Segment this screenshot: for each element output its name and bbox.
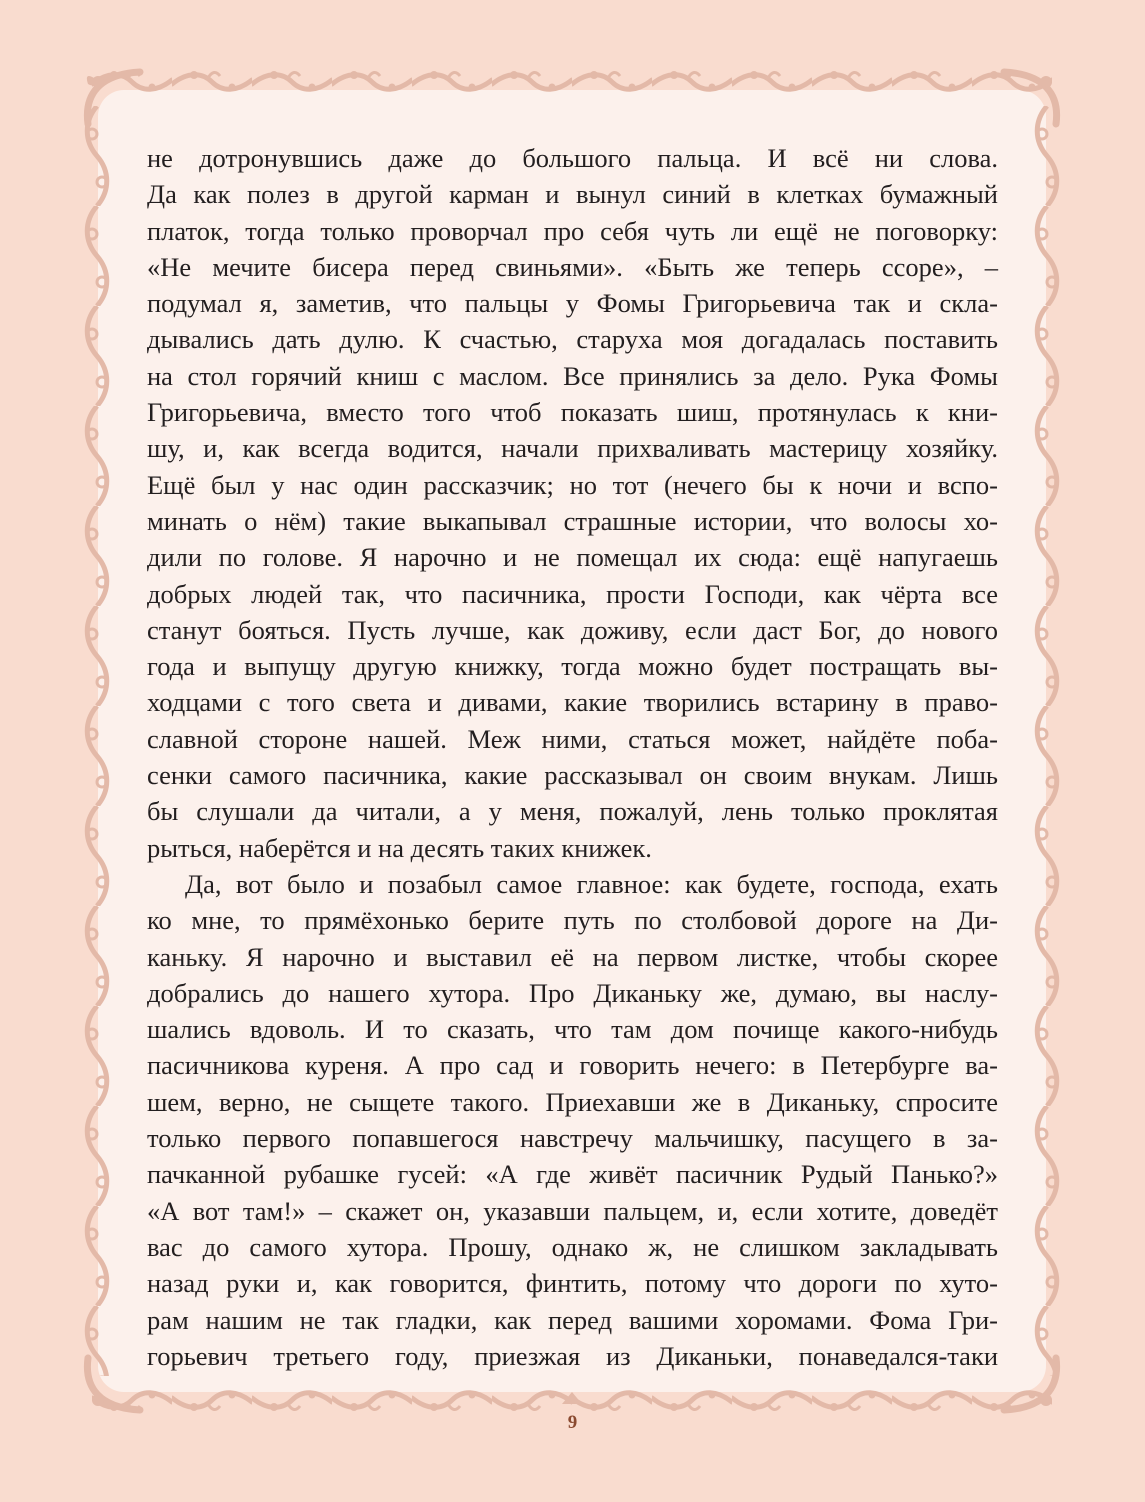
- text-line: шались вдоволь. И то сказать, что там дом почище какого-нибудь: [147, 1014, 998, 1045]
- text-line: платок, тогда только проворчал про себя чуть ли ещё не поговорку:: [147, 215, 998, 246]
- text-line: не дотронувшись даже до большого пальца. И всё ни слова.: [147, 143, 998, 173]
- text-line: только первого попавшегося навстречу мальчишку, пасущего в за-: [147, 1123, 998, 1154]
- text-line: назад руки и, как говорится, финтить, потому что дороги по хуто-: [147, 1268, 998, 1299]
- text-line: пачканной рубашке гусей: «А где живёт пасичник Рудый Панько?»: [147, 1159, 998, 1190]
- paragraph-2: [147, 866, 998, 1374]
- text-line: славной стороне нашей. Меж ними, статься может, найдёте поба-: [147, 723, 998, 754]
- text-line: минать о нём) такие выкапывал страшные истории, что волосы хо-: [147, 505, 998, 536]
- text-line: вас до самого хутора. Прошу, однако ж, не слишком закладывать: [147, 1231, 998, 1262]
- text-line: добрались до нашего хутора. Про Диканьку же, думаю, вы наслу-: [147, 977, 998, 1008]
- text-line: года и выпущу другую книжку, тогда можно будет постращать вы-: [147, 651, 998, 682]
- ornament-border-top-icon: [92, 66, 1052, 92]
- text-line: горьевич третьего году, приезжая из Диканьки, понаведался-таки: [147, 1340, 998, 1371]
- text-line: пасичникова куреня. А про сад и говорить нечего: в Петербурге ва-: [147, 1050, 998, 1081]
- text-line: Ещё был у нас один рассказчик; но тот (нечего бы к ночи и вспо-: [147, 469, 998, 500]
- text-line: ходцами с того света и дивами, какие творились встарину в право-: [147, 687, 998, 718]
- text-line: Да как полез в другой карман и вынул синий в клетках бумажный: [147, 179, 998, 210]
- text-line: рам нашим не так гладки, как перед вашими хоромами. Фома Гри-: [147, 1304, 998, 1335]
- text-line: шу, и, как всегда водится, начали прихваливать мастерицу хозяйку.: [147, 433, 998, 464]
- text-line: ко мне, то прямёхонько берите путь по столбовой дороге на Ди-: [147, 905, 998, 936]
- ornament-border-left-icon: [82, 106, 112, 1376]
- text-line: Григорьевича, вместо того чтоб показать шиш, протянулась к кни-: [147, 397, 998, 428]
- text-line: «А вот там!» – скажет он, указавши пальцем, и, если хотите, доведёт: [147, 1195, 998, 1226]
- text-line: дили по голове. Я нарочно и не помещал их сюда: ещё напугаешь: [147, 542, 998, 573]
- text-line: каньку. Я нарочно и выставил её на первом листке, чтобы скорее: [147, 941, 998, 972]
- text-line: на стол горячий книш с маслом. Все принялись за дело. Рука Фомы: [147, 360, 998, 391]
- text-line: добрых людей так, что пасичника, прости Господи, как чёрта все: [147, 578, 998, 609]
- ornament-corner-top-right-icon: [994, 64, 1064, 134]
- ornament-corner-bottom-right-icon: [994, 1348, 1064, 1418]
- text-line: станут бояться. Пусть лучше, как доживу, если даст Бог, до нового: [147, 614, 998, 645]
- text-line: рыться, наберётся и на десять таких книжек.: [147, 832, 652, 863]
- page-number: 9: [567, 1412, 578, 1433]
- text-line: «Не мечите бисера перед свиньями». «Быть же теперь ссоре», –: [147, 251, 998, 282]
- text-line: Да, вот было и позабыл самое главное: как будете, господа, ехать: [185, 868, 998, 899]
- text-line: сенки самого пасичника, какие рассказывал он своим внукам. Лишь: [147, 760, 998, 791]
- text-line: шем, верно, не сыщете такого. Приехавши же в Диканьку, спросите: [147, 1086, 998, 1117]
- text-line: подумал я, заметив, что пальцы у Фомы Григорьевича так и скла-: [147, 288, 998, 319]
- text-line: бы слушали да читали, а у меня, пожалуй, лень только проклятая: [147, 796, 998, 827]
- paragraph-1: [147, 140, 998, 866]
- ornament-border-right-icon: [1032, 106, 1062, 1376]
- text-line: дывались дать дулю. К счастью, старуха моя догадалась поставить: [147, 324, 998, 355]
- ornament-corner-bottom-left-icon: [80, 1348, 150, 1418]
- ornament-corner-top-left-icon: [80, 64, 150, 134]
- body-text: [147, 140, 998, 1374]
